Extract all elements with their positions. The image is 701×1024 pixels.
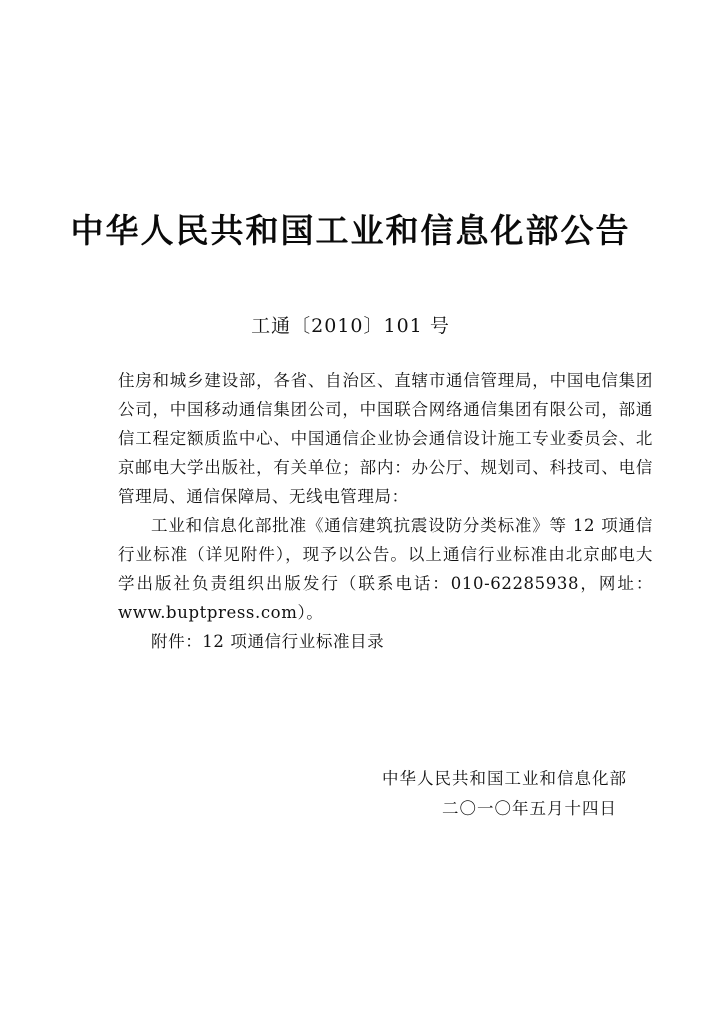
signature-block	[382, 764, 652, 824]
document-title: 中华人民共和国工业和信息化部公告	[70, 211, 631, 250]
attachment-line: 附件：12 项通信行业标准目录	[151, 632, 385, 651]
signature-organization: 中华人民共和国工业和信息化部	[382, 769, 627, 788]
recipients-paragraph: 住房和城乡建设部，各省、自治区、直辖市通信管理局，中国电信集团公司，中国移动通信集团公司，中国联合网络通信集团有限公司，部通信工程定额质监中心、中国通信企业协会通信设计施工专业委员会、北京邮电大学出版社，有关单位；部内：办公厅、规划司、科技司、电信管理局、通信保障局、无线电管理局：	[118, 371, 653, 506]
document-number: 工通〔2010〕101 号	[251, 315, 450, 337]
announcement-paragraph: 工业和信息化部批准《通信建筑抗震设防分类标准》等 12 项通信行业标准（详见附件），现予以公告。以上通信行业标准由北京邮电大学出版社负责组织出版发行（联系电话：010-62285938，网址：www.buptpress.com）。	[118, 516, 653, 622]
document-body	[118, 366, 653, 656]
signature-date: 二〇一〇年五月十四日	[442, 799, 617, 818]
